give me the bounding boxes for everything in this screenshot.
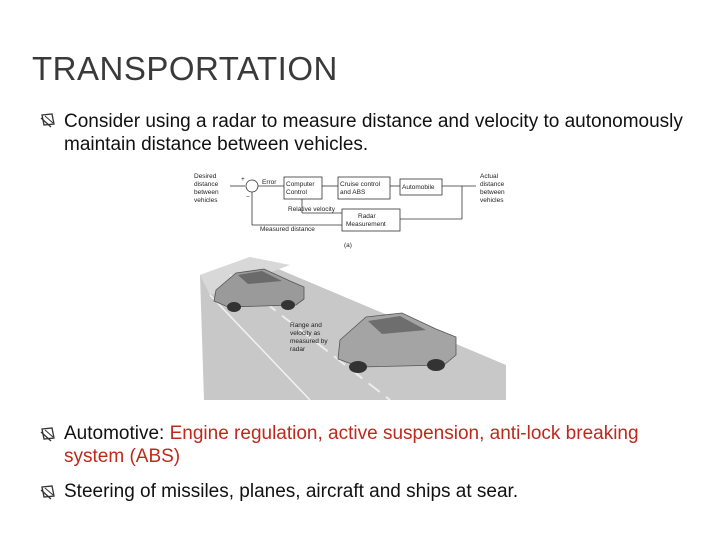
- actual-label-3: between: [480, 189, 505, 196]
- range-label-2: velocity as: [290, 330, 321, 337]
- control-block-diagram: [190, 165, 510, 400]
- radar-figure: [190, 165, 510, 400]
- desired-label-3: between: [194, 189, 219, 196]
- actual-label-1: Actual: [480, 173, 499, 180]
- scroll-bullet-icon: [38, 110, 58, 130]
- range-label-1: Range and: [290, 322, 322, 329]
- computer-label-1: Computer: [286, 181, 315, 188]
- radar-label-1: Radar: [358, 213, 376, 220]
- automobile-label: Automobile: [402, 184, 435, 191]
- actual-label-4: vehicles: [480, 197, 504, 204]
- bullet-steering-text: Steering of missiles, planes, aircraft and ships at sear.: [64, 481, 519, 502]
- diagram-sublabel: (a): [344, 242, 352, 249]
- cruise-label-1: Cruise control: [340, 181, 381, 188]
- error-label: Error: [262, 179, 277, 186]
- relative-velocity-label: Relative velocity: [288, 206, 335, 213]
- automotive-highlight: Engine regulation, active suspension, anti-lock breaking system (ABS): [64, 423, 639, 467]
- plus-sign: +: [241, 176, 245, 183]
- desired-label-1: Desired: [194, 173, 217, 180]
- scroll-bullet-icon: [38, 482, 58, 502]
- radar-label-2: Measurement: [346, 221, 386, 228]
- actual-label-2: distance: [480, 181, 505, 188]
- computer-label-2: Control: [286, 189, 307, 196]
- slide-title: TRANSPORTATION: [32, 50, 338, 87]
- measured-distance-label: Measured distance: [260, 226, 315, 233]
- scroll-bullet-icon: [38, 424, 58, 444]
- automotive-prefix: Automotive:: [64, 423, 170, 444]
- range-label-3: measured by: [290, 338, 328, 345]
- summing-junction: [246, 180, 258, 192]
- desired-label-2: distance: [194, 181, 219, 188]
- minus-sign: −: [246, 194, 250, 201]
- bullet-automotive-text: [64, 422, 684, 468]
- cruise-label-2: and ABS: [340, 189, 366, 196]
- desired-label-4: vehicles: [194, 197, 218, 204]
- bullet-radar-text: Consider using a radar to measure distance and velocity to autonomously maintain distance between vehicles.: [64, 111, 683, 155]
- range-label-4: radar: [290, 346, 306, 353]
